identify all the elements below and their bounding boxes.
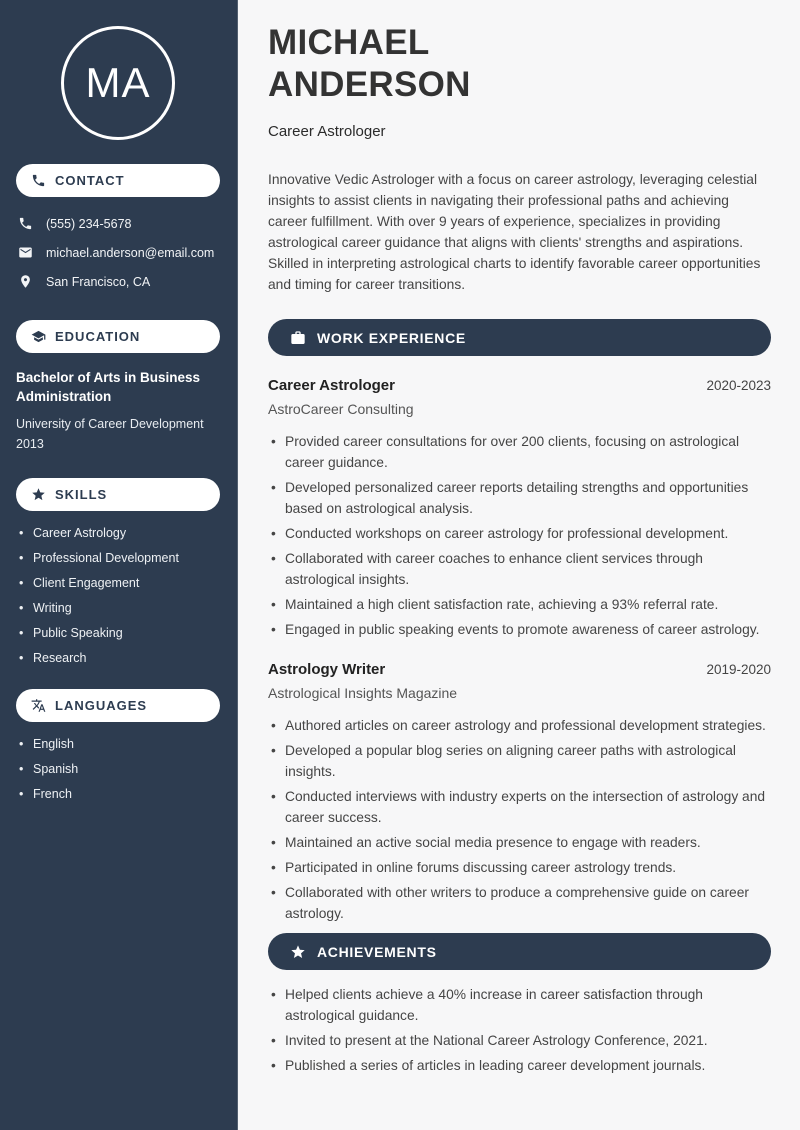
skill-item: • Research bbox=[16, 651, 220, 665]
job-header bbox=[268, 377, 771, 394]
job-bullet: • Collaborated with career coaches to enhance client services through astrological insights. bbox=[268, 548, 771, 590]
phone-icon bbox=[31, 173, 46, 188]
contact-section-title: CONTACT bbox=[55, 173, 125, 188]
avatar-initials: MA bbox=[85, 59, 151, 106]
contact-phone-text: (555) 234-5678 bbox=[46, 216, 132, 231]
contact-phone bbox=[16, 209, 220, 238]
mail-icon bbox=[18, 245, 33, 260]
star-icon bbox=[290, 944, 306, 960]
name-line-2: ANDERSON bbox=[268, 65, 471, 104]
job-bullet: • Engaged in public speaking events to promote awareness of career astrology. bbox=[268, 619, 771, 640]
job-title-subtitle: Career Astrologer bbox=[268, 123, 386, 140]
summary-paragraph: Innovative Vedic Astrologer with a focus on career astrology, leveraging celestial insights to assist clients in navigating their professional paths and achieving career fulfillment. With over 9 years of experience, specializes in providing astrological career guidance that aligns with clients' strengths and aspirations. Skilled in interpreting astrological charts to identify favorable career opportunities and timing for career transitions. bbox=[268, 172, 761, 292]
page-title bbox=[268, 22, 771, 106]
languages-section-title: LANGUAGES bbox=[55, 698, 148, 713]
education-section-title: EDUCATION bbox=[55, 329, 141, 344]
sidebar bbox=[0, 0, 238, 1130]
job-bullet: • Maintained an active social media presence to engage with readers. bbox=[268, 832, 771, 853]
work-experience-section-title: WORK EXPERIENCE bbox=[317, 329, 466, 346]
job-header bbox=[268, 661, 771, 678]
location-icon bbox=[18, 274, 33, 289]
avatar bbox=[61, 26, 175, 140]
job-company: AstroCareer Consulting bbox=[268, 401, 414, 417]
contact-section-header bbox=[16, 164, 220, 197]
language-item: • English bbox=[16, 737, 220, 751]
main-content bbox=[238, 0, 800, 1130]
job-bullet: • Conducted interviews with industry experts on the intersection of astrology and career success. bbox=[268, 786, 771, 828]
skills-section-title: SKILLS bbox=[55, 487, 108, 502]
job-role: Astrology Writer bbox=[268, 661, 386, 678]
contact-email bbox=[16, 238, 220, 267]
job-bullet: • Developed personalized career reports detailing strengths and opportunities based on astrological analysis. bbox=[268, 477, 771, 519]
language-item: • Spanish bbox=[16, 762, 220, 776]
job-bullet: • Collaborated with other writers to produce a comprehensive guide on career astrology. bbox=[268, 882, 771, 924]
graduation-cap-icon bbox=[31, 329, 46, 344]
job-role: Career Astrologer bbox=[268, 377, 395, 394]
job-bullet: • Provided career consultations for over 200 clients, focusing on astrological career guidance. bbox=[268, 431, 771, 473]
work-experience-section-header bbox=[268, 319, 771, 356]
contact-location bbox=[16, 267, 220, 296]
achievements-section-header bbox=[268, 933, 771, 970]
contact-location-text: San Francisco, CA bbox=[46, 274, 151, 289]
skill-item: • Public Speaking bbox=[16, 626, 220, 640]
skills-section-header bbox=[16, 478, 220, 511]
achievements-bullet-list bbox=[268, 984, 771, 1076]
phone-icon bbox=[18, 216, 33, 231]
skill-item: • Writing bbox=[16, 601, 220, 615]
job-entry bbox=[268, 377, 771, 640]
achievement-bullet: • Helped clients achieve a 40% increase in career satisfaction through astrological guidance. bbox=[268, 984, 771, 1026]
contact-email-text: michael.anderson@email.com bbox=[46, 245, 215, 260]
contact-list bbox=[16, 209, 220, 296]
job-dates: 2020-2023 bbox=[706, 378, 771, 393]
education-year: 2013 bbox=[16, 437, 44, 451]
job-dates: 2019-2020 bbox=[706, 662, 771, 677]
achievement-bullet: • Published a series of articles in leading career development journals. bbox=[268, 1055, 771, 1076]
job-bullet: • Participated in online forums discussing career astrology trends. bbox=[268, 857, 771, 878]
briefcase-icon bbox=[290, 330, 306, 346]
skill-item: • Professional Development bbox=[16, 551, 220, 565]
skill-item: • Career Astrology bbox=[16, 526, 220, 540]
language-item: • French bbox=[16, 787, 220, 801]
skill-item: • Client Engagement bbox=[16, 576, 220, 590]
job-bullet: • Maintained a high client satisfaction rate, achieving a 93% referral rate. bbox=[268, 594, 771, 615]
job-bullet-list bbox=[268, 715, 771, 924]
job-bullet: • Conducted workshops on career astrology for professional development. bbox=[268, 523, 771, 544]
job-entry bbox=[268, 661, 771, 924]
education-degree: Bachelor of Arts in Business Administration bbox=[16, 370, 201, 404]
education-school: University of Career Development bbox=[16, 417, 204, 431]
name-line-1: MICHAEL bbox=[268, 23, 430, 62]
achievement-bullet: • Invited to present at the National Career Astrology Conference, 2021. bbox=[268, 1030, 771, 1051]
job-bullet-list bbox=[268, 431, 771, 640]
translate-icon bbox=[31, 698, 46, 713]
achievements-section-title: ACHIEVEMENTS bbox=[317, 943, 437, 960]
star-icon bbox=[31, 487, 46, 502]
job-company: Astrological Insights Magazine bbox=[268, 685, 458, 701]
skills-list bbox=[16, 526, 220, 665]
languages-section-header bbox=[16, 689, 220, 722]
job-bullet: • Developed a popular blog series on aligning career paths with astrological insights. bbox=[268, 740, 771, 782]
languages-list bbox=[16, 737, 220, 801]
job-bullet: • Authored articles on career astrology and professional development strategies. bbox=[268, 715, 771, 736]
education-section-header bbox=[16, 320, 220, 353]
